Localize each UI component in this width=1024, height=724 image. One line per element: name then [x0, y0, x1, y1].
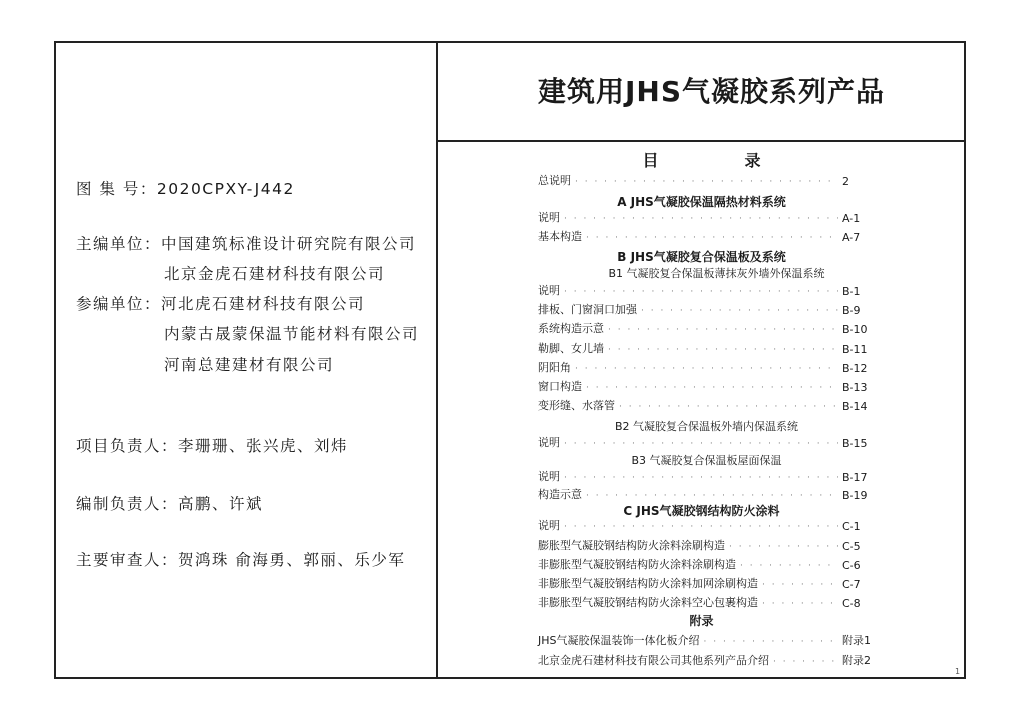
toc-entry: [538, 228, 880, 244]
vertical-divider: [436, 41, 438, 679]
toc-entry-page: B-19: [842, 489, 868, 502]
toc-entry: [538, 378, 880, 394]
toc-leader: [762, 579, 838, 591]
toc-section-a: A JHS气凝胶保温隔热材料系统: [617, 195, 786, 209]
toc-entry: [538, 632, 880, 648]
toc-entry: [538, 468, 880, 484]
toc-leader: [608, 344, 838, 356]
toc-leader: [586, 382, 838, 394]
toc-entry-page: C-8: [842, 597, 861, 610]
chief-editor-label: 主编单位：: [76, 235, 162, 253]
toc-entry: [538, 359, 880, 375]
project-lead: 项目负责人：李珊珊、张兴虎、刘炜: [76, 437, 349, 455]
toc-entry: [538, 537, 880, 553]
toc-section-b: B JHS气凝胶复合保温板及系统: [617, 250, 786, 264]
toc-entry-page: C-1: [842, 520, 861, 533]
toc-entry-label: 阴阳角: [538, 361, 571, 374]
participant-unit-2: 内蒙古晟蒙保温节能材料有限公司: [164, 325, 420, 343]
toc-subsection-b2: B2 气凝胶复合保温板外墙内保温系统: [614, 420, 799, 433]
toc-entry-label: 基本构造: [538, 230, 582, 243]
toc-entry-label: 说明: [538, 519, 560, 532]
toc-entry-label: 说明: [538, 436, 560, 449]
toc-entry-label: 窗口构造: [538, 380, 582, 393]
toc-entry: [538, 340, 880, 356]
toc-entry-label: 说明: [538, 470, 560, 483]
toc-leader: [575, 176, 838, 188]
toc-entry-label: 非膨胀型气凝胶钢结构防火涂料空心包裹构造: [538, 596, 758, 609]
toc-entry-page: 附录2: [842, 654, 871, 667]
toc-entry: [538, 209, 880, 225]
toc-entry-page: C-6: [842, 559, 861, 572]
toc-entry: [538, 434, 880, 450]
toc-entry-page: 附录1: [842, 634, 871, 647]
toc-entry-page: B-1: [842, 285, 861, 298]
toc-leader: [586, 232, 838, 244]
toc-entry: [538, 282, 880, 298]
toc-entry-page: A-7: [842, 231, 861, 244]
toc-entry: [538, 320, 880, 336]
compile-lead: 编制负责人：高鹏、许斌: [76, 495, 264, 513]
toc-entry-label: 非膨胀型气凝胶钢结构防火涂料涂刷构造: [538, 558, 736, 571]
toc-entry-label: 北京金虎石建材科技有限公司其他系列产品介绍: [538, 654, 769, 667]
toc-entry-page: 2: [842, 175, 849, 188]
toc-appendix-heading: 附录: [689, 614, 714, 628]
toc-entry: [538, 397, 880, 413]
toc-leader: [586, 490, 838, 502]
toc-leader: [564, 521, 838, 533]
toc-entry: [538, 556, 880, 572]
toc-leader: [575, 363, 838, 375]
chief-editor-row: [76, 232, 416, 254]
toc-entry-page: B-9: [842, 304, 861, 317]
toc-entry-page: B-11: [842, 343, 868, 356]
toc-leader: [773, 656, 838, 668]
toc-entry: [538, 301, 880, 317]
toc-entry: [538, 486, 880, 502]
atlas-number: 图 集 号：2020CPXY-J442: [76, 180, 295, 198]
toc-entry-page: B-10: [842, 323, 868, 336]
toc-entry-label: 勒脚、女儿墙: [538, 342, 604, 355]
toc-entry-page: B-14: [842, 400, 868, 413]
participant-unit-1: 河北虎石建材科技有限公司: [161, 295, 366, 313]
toc-entry-label: 系统构造示意: [538, 322, 604, 335]
toc-leader: [762, 598, 838, 610]
toc-entry: [538, 517, 880, 533]
toc-entry-page: B-15: [842, 437, 868, 450]
toc-leader: [641, 305, 838, 317]
toc-leader: [564, 213, 838, 225]
toc-entry-label: 总说明: [538, 174, 571, 187]
toc-subsection-b1: B1 气凝胶复合保温板薄抹灰外墙外保温系统: [608, 267, 825, 280]
toc-entry-page: B-12: [842, 362, 868, 375]
toc-entry-page: B-13: [842, 381, 868, 394]
toc-heading-left: 目: [642, 151, 659, 170]
toc-leader: [704, 636, 839, 648]
toc-leader: [564, 438, 838, 450]
toc-entry-label: 膨胀型气凝胶钢结构防火涂料涂刷构造: [538, 539, 725, 552]
document-title: 建筑用JHS气凝胶系列产品: [537, 75, 886, 108]
chief-editor-unit-1: 中国建筑标准设计研究院有限公司: [161, 235, 417, 253]
toc-entry: [538, 594, 880, 610]
toc-entry: [538, 652, 880, 668]
toc-entry-label: 非膨胀型气凝胶钢结构防火涂料加网涂刷构造: [538, 577, 758, 590]
toc-entry-page: A-1: [842, 212, 861, 225]
toc-leader: [740, 560, 838, 572]
toc-entry-page: C-5: [842, 540, 861, 553]
toc-section-c: C JHS气凝胶钢结构防火涂料: [623, 504, 780, 518]
toc-heading: [437, 148, 966, 171]
toc-leader: [608, 324, 838, 336]
toc-entry: [538, 575, 880, 591]
participant-label: 参编单位：: [76, 295, 162, 313]
toc-leader: [619, 401, 838, 413]
participant-unit-3: 河南总建建材有限公司: [164, 356, 335, 374]
toc-entry-page: C-7: [842, 578, 861, 591]
toc-leader: [564, 286, 838, 298]
chief-editor-unit-2: 北京金虎石建材科技有限公司: [164, 265, 386, 283]
toc-entry-general: [538, 172, 880, 188]
reviewers: 主要审查人：贺鸿珠 俞海勇、郭丽、乐少军: [76, 551, 406, 569]
toc-entry-label: 说明: [538, 284, 560, 297]
toc-heading-right: 录: [744, 151, 761, 170]
participant-row: [76, 292, 365, 314]
toc-entry-label: 构造示意: [538, 488, 582, 501]
toc-entry-page: B-17: [842, 471, 868, 484]
toc-leader: [564, 472, 838, 484]
toc-subsection-b3: B3 气凝胶复合保温板屋面保温: [631, 454, 782, 467]
title-divider: [437, 140, 966, 142]
toc-entry-label: 变形缝、水落管: [538, 399, 615, 412]
toc-leader: [729, 541, 838, 553]
page-number: 1: [955, 667, 961, 676]
toc-entry-label: JHS气凝胶保温装饰一体化板介绍: [538, 634, 700, 647]
toc-entry-label: 说明: [538, 211, 560, 224]
toc-entry-label: 排板、门窗洞口加强: [538, 303, 637, 316]
